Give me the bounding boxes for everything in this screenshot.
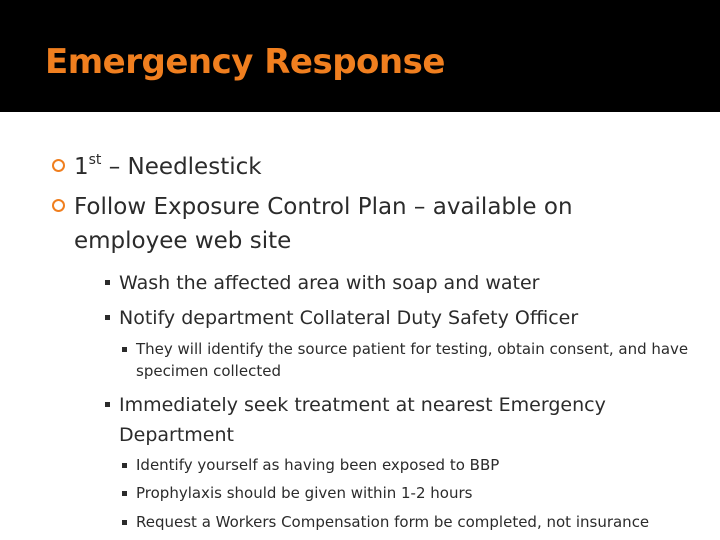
sub-bullet-text: Immediately seek treatment at nearest Emergency Department — [119, 394, 606, 446]
square-bullet-icon — [105, 402, 110, 407]
sub-sub-bullet-text: Prophylaxis should be given within 1-2 hours — [136, 484, 473, 502]
bullet-text — [74, 150, 684, 184]
square-bullet-icon — [105, 315, 110, 320]
square-bullet-icon — [122, 491, 127, 496]
square-bullet-icon — [122, 463, 127, 468]
sub-bullet-text: Wash the affected area with soap and water — [119, 272, 540, 294]
bullet-text: Follow Exposure Control Plan – available on employee web site — [74, 194, 573, 254]
bullet-ordinal-suffix: st — [88, 152, 102, 169]
slide-title: Emergency Response — [45, 42, 445, 82]
square-bullet-icon — [105, 280, 110, 285]
sub-sub-bullet-text: Identify yourself as having been exposed to BBP — [136, 456, 500, 474]
bullet-label: – Needlestick — [101, 154, 262, 180]
sub-bullet-text: Notify department Collateral Duty Safety Officer — [119, 307, 579, 329]
square-bullet-icon — [122, 347, 127, 352]
sub-sub-bullet-text: Request a Workers Compensation form be completed, not insurance — [136, 513, 650, 531]
sub-sub-bullet-text: They will identify the source patient for testing, obtain consent, and have specimen collected — [136, 340, 689, 380]
circle-bullet-icon — [52, 159, 65, 172]
bullet-number: 1 — [74, 154, 89, 180]
circle-bullet-icon — [52, 199, 65, 212]
square-bullet-icon — [122, 520, 127, 525]
